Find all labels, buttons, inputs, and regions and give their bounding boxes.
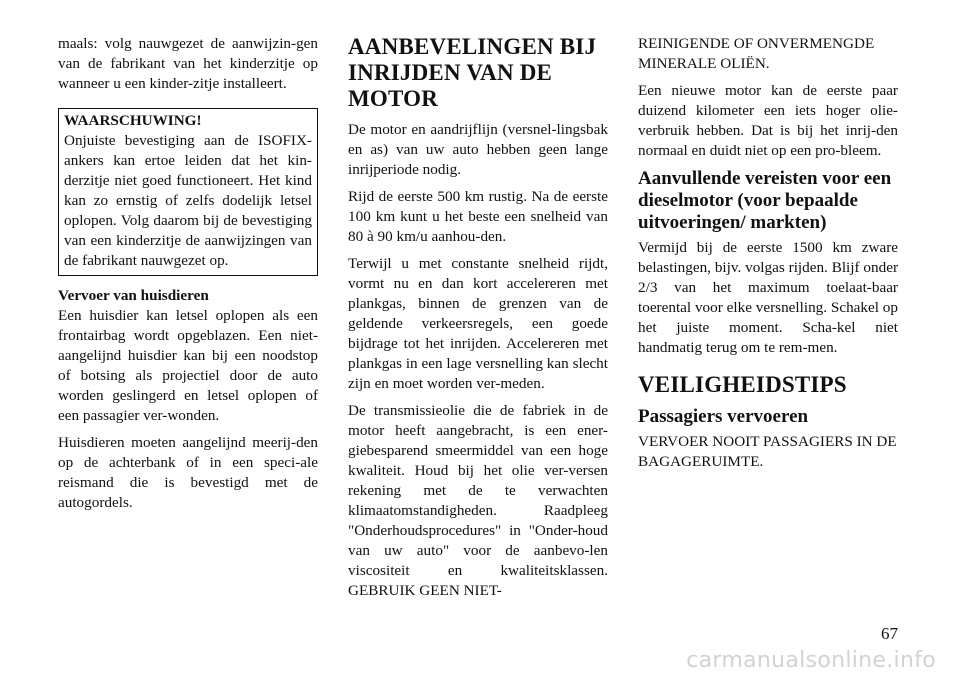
break-in-paragraph-3: Terwijl u met constante snelheid rijdt, vormt nu en dan kort accelereren met plankgas, binnen de grenzen van de geldende verkeersregels, een goede bijdrage tot het inrijden. Accelereren met plankgas in een lage versnelling kan slecht zijn en moet worden ver-meden. — [348, 255, 608, 392]
passengers-paragraph: VERVOER NOOIT PASSAGIERS IN DE BAGAGERUIMTE. — [638, 433, 897, 470]
warning-title: WAARSCHUWING! — [64, 112, 202, 129]
column-right — [638, 34, 898, 479]
oil-continued: REINIGENDE OF ONVERMENGDE MINERALE OLIËN. — [638, 35, 875, 72]
column-left — [58, 34, 318, 520]
warning-text: Onjuiste bevestiging aan de ISOFIX-ankers kan ertoe leiden dat het kin-derzitje niet goed functioneert. Het kind kan zo ernstig of zelfs dodelijk letsel oplopen. Volg daarom bij de bevestiging van een kinderzitje de aanwijzingen van de fabrikant nauwgezet op. — [64, 132, 312, 269]
diesel-paragraph: Vermijd bij de eerste 1500 km zware belastingen, bijv. volgas rijden. Blijf onder 2/3 van het maximum toelaat-baar toerental voor elke versnelling. Schakel op het juiste moment. Scha-kel niet handmatig terug om te rem-men. — [638, 239, 898, 356]
break-in-paragraph-2: Rijd de eerste 500 km rustig. Na de eerste 100 km kunt u het beste een snelheid van 80 à 90 km/u aanhou-den. — [348, 188, 608, 245]
safety-heading: VEILIGHEIDSTIPS — [638, 372, 847, 397]
break-in-heading: AANBEVELINGEN BIJ INRIJDEN VAN DE MOTOR — [348, 34, 597, 111]
break-in-paragraph-4: De transmissieolie die de fabriek in de motor heeft aangebracht, is een ener-giebesparend smeermiddel van een hoge kwaliteit. Houd bij het olie ver-versen rekening met de te verwachten klimaatomstandigheden. Raadpleeg "Onderhoudsprocedures" in "Onder-houd van uw auto" voor de aanbevo-len viscositeit en kwaliteitsklassen. GEBRUIK GEEN NIET- — [348, 402, 608, 599]
column-middle — [348, 34, 608, 608]
watermark: carmanualsonline.info — [686, 648, 936, 673]
break-in-paragraph-1: De motor en aandrijflijn (versnel-lingsbak en as) van uw auto hebben geen lange inrijperiode nodig. — [348, 121, 608, 178]
warning-box — [58, 108, 318, 276]
pets-paragraph-2: Huisdieren moeten aangelijnd meerij-den op de achterbank of in een speci-ale reismand die is bevestigd met de autogordels. — [58, 434, 318, 511]
intro-paragraph: maals: volg nauwgezet de aanwijzin-gen van de fabrikant van het kinderzitje op wanneer u een kinder-zitje installeert. — [58, 35, 318, 92]
passengers-heading: Passagiers vervoeren — [638, 406, 809, 427]
pets-paragraph-1: Een huisdier kan letsel oplopen als een frontairbag wordt opgeblazen. Een niet-aangelijnd huisdier kan bij een noodstop of botsing als projectiel door de auto worden geslingerd en letsel oplopen of een passagier ver-wonden. — [58, 307, 318, 424]
pets-heading: Vervoer van huisdieren — [58, 287, 209, 304]
page-number: 67 — [881, 624, 898, 643]
diesel-heading: Aanvullende vereisten voor een dieselmotor (voor bepaalde uitvoeringen/ markten) — [638, 168, 892, 233]
oil-consumption-paragraph: Een nieuwe motor kan de eerste paar duizend kilometer een iets hoger olie-verbruik hebben. Dat is bij het inrij-den normaal en duidt niet op een pro-bleem. — [638, 82, 898, 159]
